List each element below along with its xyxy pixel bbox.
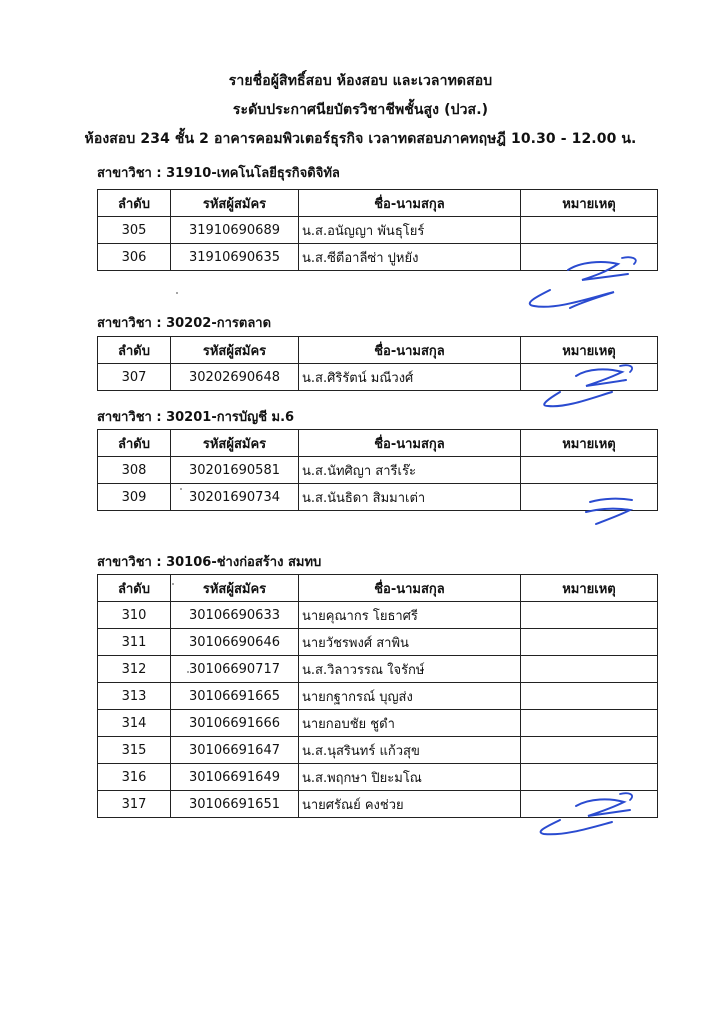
cell-remark — [521, 629, 658, 656]
col-header-id: รหัสผู้สมัคร — [171, 430, 299, 457]
cell-id: 30106691651 — [171, 791, 299, 818]
cell-remark — [521, 710, 658, 737]
cell-id: 31910690635 — [171, 244, 299, 271]
header-level: ระดับประกาศนียบัตรวิชาชีพชั้นสูง (ปวส.) — [232, 102, 489, 118]
cell-name: นายศรัณย์ คงช่วย — [299, 791, 521, 818]
col-header-id: รหัสผู้สมัคร — [171, 575, 299, 602]
signature-stroke — [544, 392, 612, 406]
cell-no: 311 — [98, 629, 171, 656]
col-header-no: ลำดับ — [98, 337, 171, 364]
cell-name: นายกฐากรณ์ บุญส่ง — [299, 683, 521, 710]
cell-remark — [521, 683, 658, 710]
cell-id: 30106690717 — [171, 656, 299, 683]
cell-name: น.ส.ศิริรัตน์ มณีวงศ์ — [299, 364, 521, 391]
cell-name: น.ส.นันธิดา สิมมาเต่า — [299, 484, 521, 511]
col-header-no: ลำดับ — [98, 575, 171, 602]
cell-remark — [521, 217, 658, 244]
table-header-row — [98, 190, 658, 217]
table-row — [98, 791, 658, 818]
table-row — [98, 710, 658, 737]
cell-id: 30201690581 — [171, 457, 299, 484]
table-row — [98, 737, 658, 764]
section-label: สาขาวิชา : 30201-การบัญชี ม.6 — [97, 410, 295, 425]
cell-no: 307 — [98, 364, 171, 391]
cell-remark — [521, 457, 658, 484]
cell-no: 314 — [98, 710, 171, 737]
cell-name: น.ส.ซีตีอาลีซ่า ปูหยัง — [299, 244, 521, 271]
cell-id: 30201690734 — [171, 484, 299, 511]
candidate-table — [97, 189, 658, 271]
cell-name: นายคุณากร โยธาศรี — [299, 602, 521, 629]
col-header-remark: หมายเหตุ — [521, 190, 658, 217]
cell-remark — [521, 364, 658, 391]
cell-id: 30106691666 — [171, 710, 299, 737]
candidate-table — [97, 574, 658, 818]
table-row — [98, 764, 658, 791]
cell-no: 309 — [98, 484, 171, 511]
cell-name: น.ส.วิลาวรรณ ใจรักษ์ — [299, 656, 521, 683]
cell-no: 306 — [98, 244, 171, 271]
table-row — [98, 457, 658, 484]
scan-speck — [187, 671, 189, 673]
header-title: รายชื่อผู้สิทธิ์สอบ ห้องสอบ และเวลาทดสอบ — [228, 73, 493, 89]
cell-id: 30202690648 — [171, 364, 299, 391]
table-header-row — [98, 575, 658, 602]
table-header-row — [98, 430, 658, 457]
cell-name: น.ส.อนัญญา พันธุโยร์ — [299, 217, 521, 244]
cell-remark — [521, 737, 658, 764]
candidate-table — [97, 429, 658, 511]
cell-remark — [521, 656, 658, 683]
scan-speck — [172, 583, 174, 585]
cell-id: 30106691647 — [171, 737, 299, 764]
table-header-row — [98, 337, 658, 364]
cell-no: 310 — [98, 602, 171, 629]
table-row — [98, 217, 658, 244]
col-header-name: ชื่อ-นามสกุล — [299, 337, 521, 364]
cell-remark — [521, 764, 658, 791]
col-header-id: รหัสผู้สมัคร — [171, 190, 299, 217]
col-header-name: ชื่อ-นามสกุล — [299, 430, 521, 457]
cell-id: 30106691665 — [171, 683, 299, 710]
cell-no: 316 — [98, 764, 171, 791]
cell-name: นายกอบชัย ชูดำ — [299, 710, 521, 737]
cell-id: 30106690646 — [171, 629, 299, 656]
col-header-id: รหัสผู้สมัคร — [171, 337, 299, 364]
cell-no: 317 — [98, 791, 171, 818]
scan-speck — [176, 292, 178, 294]
signature-stroke — [530, 290, 614, 308]
table-row — [98, 244, 658, 271]
cell-no: 308 — [98, 457, 171, 484]
cell-no: 305 — [98, 217, 171, 244]
table-row — [98, 602, 658, 629]
section-label: สาขาวิชา : 30202-การตลาด — [97, 316, 272, 331]
cell-name: น.ส.นัทศิญา สารีเร๊ะ — [299, 457, 521, 484]
candidate-table — [97, 336, 658, 391]
cell-name: นายวัชรพงศ์ สาพิน — [299, 629, 521, 656]
signature-stroke — [541, 820, 612, 834]
cell-id: 30106691649 — [171, 764, 299, 791]
cell-no: 315 — [98, 737, 171, 764]
cell-remark — [521, 602, 658, 629]
col-header-remark: หมายเหตุ — [521, 430, 658, 457]
section-label: สาขาวิชา : 30106-ช่างก่อสร้าง สมทบ — [97, 555, 322, 570]
table-row — [98, 364, 658, 391]
table-row — [98, 629, 658, 656]
col-header-no: ลำดับ — [98, 190, 171, 217]
cell-no: 313 — [98, 683, 171, 710]
col-header-no: ลำดับ — [98, 430, 171, 457]
cell-remark — [521, 791, 658, 818]
scan-speck — [180, 488, 182, 490]
col-header-name: ชื่อ-นามสกุล — [299, 575, 521, 602]
cell-id: 31910690689 — [171, 217, 299, 244]
cell-no: 312 — [98, 656, 171, 683]
header-room-time: ห้องสอบ 234 ชั้น 2 อาคารคอมพิวเตอร์ธุรกิจ เวลาทดสอบภาคทฤษฎี 10.30 - 12.00 น. — [84, 131, 637, 147]
table-row — [98, 683, 658, 710]
col-header-remark: หมายเหตุ — [521, 575, 658, 602]
col-header-remark: หมายเหตุ — [521, 337, 658, 364]
cell-name: น.ส.นุสรินทร์ แก้วสุข — [299, 737, 521, 764]
table-row — [98, 656, 658, 683]
section-label: สาขาวิชา : 31910-เทคโนโลยีธุรกิจดิจิทัล — [97, 166, 340, 181]
cell-name: น.ส.พฤกษา ปิยะมโณ — [299, 764, 521, 791]
col-header-name: ชื่อ-นามสกุล — [299, 190, 521, 217]
cell-remark — [521, 244, 658, 271]
cell-id: 30106690633 — [171, 602, 299, 629]
cell-remark — [521, 484, 658, 511]
